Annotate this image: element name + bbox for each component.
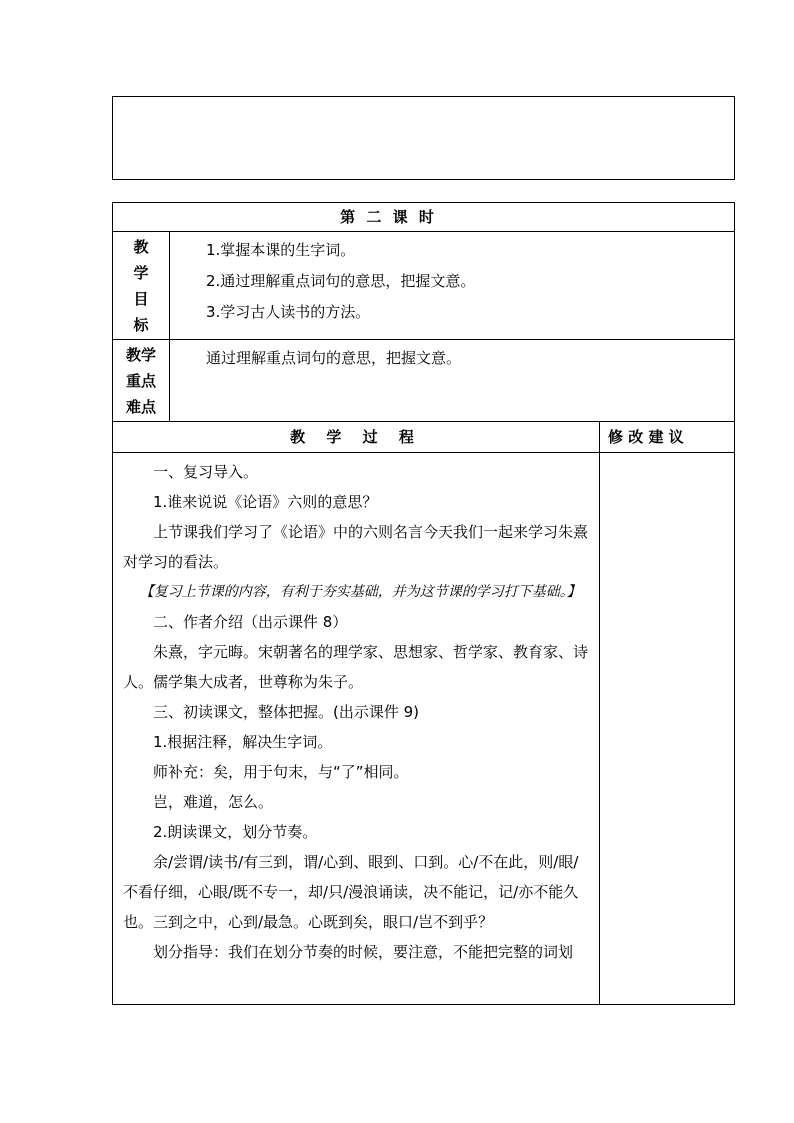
process-header: 教 学 过 程: [113, 422, 600, 453]
goal-item: 2.通过理解重点词句的意思，把握文意。: [206, 272, 476, 290]
process-paragraph: 二、作者介绍（出示课件 8）: [153, 613, 348, 631]
key-content: 通过理解重点词句的意思，把握文意。: [170, 340, 735, 422]
process-paragraph: 上节课我们学习了《论语》中的六则名言今天我们一起来学习朱熹对学习的看法。: [123, 523, 589, 571]
process-paragraph: 一、复习导入。: [153, 463, 259, 481]
teaching-note: 【复习上节课的内容，有利于夯实基础，并为这节课的学习打下基础。】: [139, 584, 581, 600]
goals-label: 教 学 目 标: [113, 232, 170, 340]
goal-item: 3.学习古人读书的方法。: [206, 303, 371, 321]
blank-box: [112, 96, 735, 180]
process-paragraph: 岂，难道，怎么。: [153, 793, 274, 811]
goal-item: 1.掌握本课的生字词。: [206, 241, 356, 259]
key-label: 教学 重点 难点: [113, 340, 170, 422]
suggest-body: [600, 453, 735, 1005]
process-paragraph: 朱熹，字元晦。宋朝著名的理学家、思想家、哲学家、教育家、诗人。儒学集大成者，世尊称为朱子。: [123, 643, 589, 691]
process-body: [113, 453, 600, 1005]
process-paragraph: 划分指导：我们在划分节奏的时候，要注意，不能把完整的词划: [153, 943, 574, 961]
lesson-title: 第 二 课 时: [113, 203, 735, 232]
lesson-table: [112, 202, 735, 1005]
process-paragraph: 1.谁来说说《论语》六则的意思？: [153, 493, 378, 511]
process-paragraph: 余/尝谓/读书/有三到，谓/心到、眼到、口到。心/不在此，则/眼/不看仔细，心眼/既不专一，却/只/漫浪诵读，决不能记，记/亦不能久也。三到之中，心到/最急。心既到矣，眼口/岂不到乎？: [123, 853, 579, 931]
process-paragraph: 1.根据注释，解决生字词。: [153, 733, 333, 751]
process-paragraph: 师补充：矣，用于句末，与“了”相同。: [153, 763, 409, 781]
process-paragraph: 三、初读课文，整体把握。(出示课件 9): [153, 703, 420, 721]
goals-content: [170, 232, 735, 340]
suggest-header: 修 改 建 议: [600, 422, 735, 453]
process-paragraph: 2.朗读课文，划分节奏。: [153, 823, 318, 841]
